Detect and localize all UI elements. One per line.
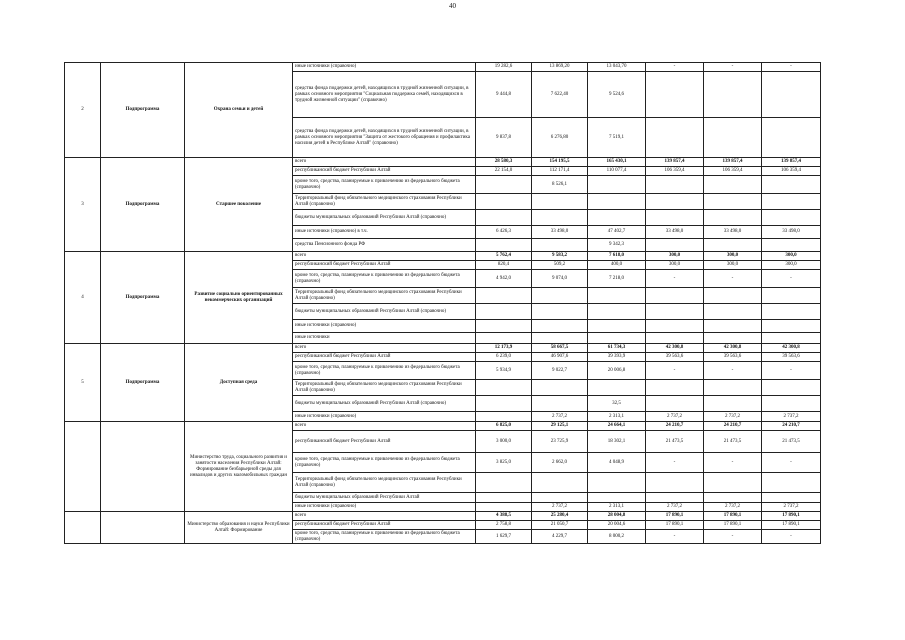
row-number-cell xyxy=(65,512,101,544)
amount-cell: 5 934,9 xyxy=(476,362,532,380)
amount-cell xyxy=(476,304,532,320)
amount-cell xyxy=(762,72,821,118)
amount-cell xyxy=(762,210,821,226)
amount-cell: 7 618,0 xyxy=(588,252,646,261)
amount-cell: - xyxy=(704,63,762,72)
amount-cell: 39 563,6 xyxy=(646,353,704,362)
funding-source-cell: республиканский бюджет Республики Алтай xyxy=(293,261,476,270)
funding-source-cell: Территориальный фонд обязательного медицинского страхования Республики Алтай (справочно) xyxy=(293,288,476,304)
amount-cell: 509,2 xyxy=(532,261,588,270)
amount-cell: 17 890,1 xyxy=(704,521,762,530)
amount-cell xyxy=(588,194,646,210)
amount-cell: 21 050,7 xyxy=(532,521,588,530)
amount-cell xyxy=(704,396,762,412)
amount-cell: 17 890,1 xyxy=(646,512,704,521)
amount-cell: 39 563,6 xyxy=(704,353,762,362)
amount-cell: 24 210,7 xyxy=(704,422,762,431)
amount-cell xyxy=(646,176,704,194)
funding-source-cell: Территориальный фонд обязательного медицинского страхования Республики Алтай (справочно) xyxy=(293,380,476,396)
amount-cell: 820,4 xyxy=(476,261,532,270)
amount-cell: 6 825,0 xyxy=(476,422,532,431)
amount-cell: 22 154,0 xyxy=(476,167,532,176)
program-name-cell: Министерство труда, социального развития и занятости населения Республики Алтай: Формирование безбарьерной среды для инвалидов и других маломобильных граждан xyxy=(185,422,293,512)
amount-cell xyxy=(704,194,762,210)
amount-cell xyxy=(646,320,704,333)
amount-cell xyxy=(646,210,704,226)
funding-source-cell: всего xyxy=(293,158,476,167)
amount-cell: - xyxy=(646,362,704,380)
amount-cell: 1 629,7 xyxy=(476,530,532,544)
program-name-cell: Развитие социально ориентированных некоммерческих организаций xyxy=(185,252,293,344)
amount-cell xyxy=(588,333,646,344)
amount-cell xyxy=(476,320,532,333)
amount-cell: 19 282,6 xyxy=(476,63,532,72)
funding-source-cell: кроме того, средства, планируемые к привлечению из федерального бюджета (справочно) xyxy=(293,176,476,194)
amount-cell: 106 359,4 xyxy=(646,167,704,176)
amount-cell xyxy=(762,396,821,412)
amount-cell: 21 473,5 xyxy=(704,431,762,453)
amount-cell: 7 519,1 xyxy=(588,118,646,158)
amount-cell: 300,0 xyxy=(762,252,821,261)
amount-cell xyxy=(588,210,646,226)
table-row xyxy=(65,344,821,353)
amount-cell: 33 498,0 xyxy=(532,226,588,239)
amount-cell xyxy=(704,333,762,344)
funding-source-cell: республиканский бюджет Республики Алтай xyxy=(293,353,476,362)
amount-cell xyxy=(704,118,762,158)
amount-cell: 2 737,2 xyxy=(646,503,704,512)
amount-cell: 42 300,8 xyxy=(646,344,704,353)
amount-cell xyxy=(476,493,532,503)
amount-cell xyxy=(532,194,588,210)
amount-cell: 4 388,5 xyxy=(476,512,532,521)
amount-cell: 8 526,1 xyxy=(532,176,588,194)
amount-cell: 5 762,4 xyxy=(476,252,532,261)
amount-cell: 46 907,6 xyxy=(532,353,588,362)
amount-cell: 9 444,8 xyxy=(476,72,532,118)
amount-cell: 6 276,80 xyxy=(532,118,588,158)
amount-cell xyxy=(476,396,532,412)
funding-source-cell: иные источники (справочно) в т.ч. xyxy=(293,226,476,239)
amount-cell xyxy=(762,493,821,503)
amount-cell: 20 006,8 xyxy=(588,362,646,380)
budget-table xyxy=(64,62,821,544)
amount-cell: 139 857,4 xyxy=(762,158,821,167)
funding-source-cell: всего xyxy=(293,344,476,353)
funding-source-cell: бюджеты муниципальных образований Республики Алтай xyxy=(293,493,476,503)
amount-cell: 2 313,1 xyxy=(588,503,646,512)
program-name-cell: Доступная среда xyxy=(185,344,293,422)
amount-cell: - xyxy=(704,530,762,544)
program-type-cell: Подпрограмма xyxy=(101,158,185,252)
amount-cell: 12 173,9 xyxy=(476,344,532,353)
funding-source-cell: иные источники (справочно) xyxy=(293,320,476,333)
amount-cell: 139 857,4 xyxy=(646,158,704,167)
amount-cell: - xyxy=(762,530,821,544)
amount-cell: 21 473,5 xyxy=(646,431,704,453)
amount-cell: 33 498,0 xyxy=(762,226,821,239)
amount-cell xyxy=(588,176,646,194)
amount-cell: 58 667,5 xyxy=(532,344,588,353)
amount-cell: 17 890,1 xyxy=(762,512,821,521)
funding-source-cell: Территориальный фонд обязательного медицинского страхования Республики Алтай (справочно) xyxy=(293,194,476,210)
amount-cell: 400,0 xyxy=(588,261,646,270)
amount-cell: 61 734,3 xyxy=(588,344,646,353)
amount-cell: 39 393,9 xyxy=(588,353,646,362)
amount-cell xyxy=(476,333,532,344)
amount-cell xyxy=(762,194,821,210)
funding-source-cell: иные источники (справочно) xyxy=(293,412,476,422)
amount-cell xyxy=(762,380,821,396)
amount-cell xyxy=(588,473,646,493)
amount-cell: 23 725,9 xyxy=(532,431,588,453)
amount-cell: 8 000,2 xyxy=(588,530,646,544)
amount-cell xyxy=(588,380,646,396)
amount-cell: 33 498,0 xyxy=(704,226,762,239)
amount-cell xyxy=(762,239,821,252)
funding-source-cell: бюджеты муниципальных образований Республики Алтай (справочно) xyxy=(293,210,476,226)
amount-cell: 4 229,7 xyxy=(532,530,588,544)
amount-cell xyxy=(646,288,704,304)
amount-cell: 21 473,5 xyxy=(762,431,821,453)
amount-cell xyxy=(646,380,704,396)
amount-cell: 9 524,6 xyxy=(588,72,646,118)
amount-cell: 29 125,1 xyxy=(532,422,588,431)
amount-cell xyxy=(646,239,704,252)
amount-cell: 106 359,4 xyxy=(762,167,821,176)
amount-cell xyxy=(588,320,646,333)
amount-cell xyxy=(588,493,646,503)
amount-cell xyxy=(532,320,588,333)
amount-cell: 2 758,8 xyxy=(476,521,532,530)
amount-cell: 300,0 xyxy=(646,261,704,270)
amount-cell xyxy=(532,288,588,304)
amount-cell: 6 239,0 xyxy=(476,353,532,362)
amount-cell: 13 869,20 xyxy=(532,63,588,72)
amount-cell: 39 563,6 xyxy=(762,353,821,362)
amount-cell: - xyxy=(646,530,704,544)
amount-cell xyxy=(704,473,762,493)
amount-cell: 9 342,3 xyxy=(588,239,646,252)
funding-source-cell: иные источники (справочно) xyxy=(293,503,476,512)
amount-cell: 9 074,0 xyxy=(532,270,588,288)
funding-source-cell: бюджеты муниципальных образований Республики Алтай (справочно) xyxy=(293,304,476,320)
amount-cell xyxy=(704,239,762,252)
amount-cell: 2 662,0 xyxy=(532,453,588,473)
row-number-cell: 4 xyxy=(65,252,101,344)
amount-cell xyxy=(532,210,588,226)
program-name-cell: Старшее поколение xyxy=(185,158,293,252)
amount-cell: 28 580,3 xyxy=(476,158,532,167)
amount-cell: - xyxy=(704,453,762,473)
amount-cell xyxy=(646,396,704,412)
funding-source-cell: кроме того, средства, планируемые к привлечению из федерального бюджета (справочно) xyxy=(293,453,476,473)
amount-cell xyxy=(532,473,588,493)
table-row xyxy=(65,512,821,521)
row-number-cell: 2 xyxy=(65,63,101,158)
amount-cell: 2 737,2 xyxy=(704,503,762,512)
row-number-cell: 3 xyxy=(65,158,101,252)
table-row xyxy=(65,422,821,431)
funding-source-cell: средства Пенсионного фонда РФ xyxy=(293,239,476,252)
amount-cell xyxy=(762,176,821,194)
amount-cell: 17 890,1 xyxy=(762,521,821,530)
amount-cell: 9 583,2 xyxy=(532,252,588,261)
funding-source-cell: всего xyxy=(293,422,476,431)
program-name-cell: Министерство образования и науки Республики Алтай: Формирование xyxy=(185,512,293,544)
amount-cell xyxy=(476,412,532,422)
amount-cell xyxy=(762,333,821,344)
row-number-cell xyxy=(65,422,101,512)
amount-cell xyxy=(762,304,821,320)
amount-cell xyxy=(646,118,704,158)
amount-cell: 2 737,2 xyxy=(646,412,704,422)
row-number-cell: 5 xyxy=(65,344,101,422)
amount-cell: 2 737,2 xyxy=(532,412,588,422)
amount-cell: 47 402,7 xyxy=(588,226,646,239)
table-row xyxy=(65,252,821,261)
amount-cell: 7 622,40 xyxy=(532,72,588,118)
amount-cell: 300,0 xyxy=(762,261,821,270)
program-type-cell: Подпрограмма xyxy=(101,252,185,344)
amount-cell: 2 737,2 xyxy=(762,412,821,422)
amount-cell: 42 300,8 xyxy=(704,344,762,353)
amount-cell: 2 737,2 xyxy=(704,412,762,422)
amount-cell: 25 280,4 xyxy=(532,512,588,521)
amount-cell xyxy=(704,72,762,118)
amount-cell xyxy=(646,473,704,493)
table-row xyxy=(65,63,821,72)
amount-cell xyxy=(704,304,762,320)
amount-cell: 300,0 xyxy=(704,252,762,261)
amount-cell: 24 210,7 xyxy=(762,422,821,431)
amount-cell xyxy=(476,239,532,252)
amount-cell: - xyxy=(646,453,704,473)
amount-cell: - xyxy=(646,63,704,72)
amount-cell xyxy=(532,333,588,344)
funding-source-cell: бюджеты муниципальных образований Республики Алтай (справочно) xyxy=(293,396,476,412)
amount-cell: 32,5 xyxy=(588,396,646,412)
amount-cell: 106 359,4 xyxy=(704,167,762,176)
amount-cell: 24 210,7 xyxy=(646,422,704,431)
amount-cell: - xyxy=(762,453,821,473)
program-type-cell xyxy=(101,422,185,512)
funding-source-cell: всего xyxy=(293,252,476,261)
amount-cell xyxy=(762,288,821,304)
amount-cell: 300,0 xyxy=(646,252,704,261)
amount-cell: 165 430,1 xyxy=(588,158,646,167)
amount-cell: 2 737,2 xyxy=(762,503,821,512)
amount-cell: 139 857,4 xyxy=(704,158,762,167)
amount-cell: 13 043,70 xyxy=(588,63,646,72)
amount-cell: 7 218,0 xyxy=(588,270,646,288)
amount-cell xyxy=(532,239,588,252)
amount-cell xyxy=(762,473,821,493)
funding-source-cell: республиканский бюджет Республики Алтай xyxy=(293,521,476,530)
amount-cell xyxy=(476,503,532,512)
amount-cell xyxy=(704,493,762,503)
amount-cell xyxy=(588,288,646,304)
amount-cell xyxy=(704,210,762,226)
amount-cell xyxy=(646,194,704,210)
amount-cell: 17 890,1 xyxy=(704,512,762,521)
funding-source-cell: Территориальный фонд обязательного медицинского страхования Республики Алтай (справочно) xyxy=(293,473,476,493)
amount-cell: - xyxy=(762,362,821,380)
amount-cell: 18 302,1 xyxy=(588,431,646,453)
amount-cell: 9 022,7 xyxy=(532,362,588,380)
funding-source-cell: иные источники (справочно) xyxy=(293,63,476,72)
amount-cell: 2 313,1 xyxy=(588,412,646,422)
amount-cell: 300,0 xyxy=(704,261,762,270)
funding-source-cell: республиканский бюджет Республики Алтай xyxy=(293,431,476,453)
amount-cell: - xyxy=(762,270,821,288)
amount-cell xyxy=(704,380,762,396)
funding-source-cell: иные источники xyxy=(293,333,476,344)
table-row xyxy=(65,158,821,167)
amount-cell xyxy=(476,473,532,493)
amount-cell xyxy=(476,176,532,194)
amount-cell xyxy=(476,288,532,304)
amount-cell xyxy=(646,304,704,320)
amount-cell xyxy=(532,304,588,320)
amount-cell: 112 171,4 xyxy=(532,167,588,176)
amount-cell xyxy=(704,320,762,333)
amount-cell: - xyxy=(704,362,762,380)
page-number: 40 xyxy=(449,2,456,10)
program-name-cell: Охрана семьи и детей xyxy=(185,63,293,158)
amount-cell: - xyxy=(762,63,821,72)
program-type-cell xyxy=(101,512,185,544)
funding-source-cell: республиканский бюджет Республики Алтай xyxy=(293,167,476,176)
amount-cell: 42 300,8 xyxy=(762,344,821,353)
amount-cell: 6 426,3 xyxy=(476,226,532,239)
amount-cell: 24 664,1 xyxy=(588,422,646,431)
amount-cell: 33 498,0 xyxy=(646,226,704,239)
amount-cell: 20 004,6 xyxy=(588,521,646,530)
amount-cell xyxy=(704,288,762,304)
amount-cell: - xyxy=(704,270,762,288)
amount-cell: 4 048,9 xyxy=(588,453,646,473)
amount-cell: 110 077,4 xyxy=(588,167,646,176)
amount-cell xyxy=(476,380,532,396)
program-type-cell: Подпрограмма xyxy=(101,63,185,158)
funding-source-cell: кроме того, средства, планируемые к привлечению из федерального бюджета (справочно) xyxy=(293,362,476,380)
amount-cell xyxy=(646,493,704,503)
amount-cell: 17 890,1 xyxy=(646,521,704,530)
amount-cell xyxy=(532,380,588,396)
amount-cell xyxy=(476,210,532,226)
amount-cell xyxy=(588,304,646,320)
amount-cell xyxy=(476,194,532,210)
amount-cell: 3 825,0 xyxy=(476,453,532,473)
amount-cell xyxy=(532,396,588,412)
amount-cell xyxy=(532,493,588,503)
funding-source-cell: средства фонда поддержки детей, находящихся в трудной жизненной ситуации, в рамках основного мероприятия "Защита от жестокого обращения и профилактика насилия детей в Республике Алтай" (справочно) xyxy=(293,118,476,158)
amount-cell xyxy=(762,118,821,158)
amount-cell: 4 942,0 xyxy=(476,270,532,288)
amount-cell: 3 000,0 xyxy=(476,431,532,453)
amount-cell xyxy=(762,320,821,333)
funding-source-cell: всего xyxy=(293,512,476,521)
funding-source-cell: кроме того, средства, планируемые к привлечению из федерального бюджета (справочно) xyxy=(293,530,476,544)
funding-source-cell: кроме того, средства, планируемые к привлечению из федерального бюджета (справочно) xyxy=(293,270,476,288)
program-type-cell: Подпрограмма xyxy=(101,344,185,422)
funding-source-cell: средства фонда поддержки детей, находящихся в трудной жизненной ситуации, в рамках основного мероприятия "Социальная поддержка семей, находящихся в трудной жизненной ситуации" (справочно) xyxy=(293,72,476,118)
amount-cell: 154 195,5 xyxy=(532,158,588,167)
amount-cell: 2 737,2 xyxy=(532,503,588,512)
amount-cell xyxy=(704,176,762,194)
amount-cell: 28 004,8 xyxy=(588,512,646,521)
amount-cell: - xyxy=(646,270,704,288)
amount-cell xyxy=(646,72,704,118)
amount-cell xyxy=(646,333,704,344)
amount-cell: 9 837,8 xyxy=(476,118,532,158)
